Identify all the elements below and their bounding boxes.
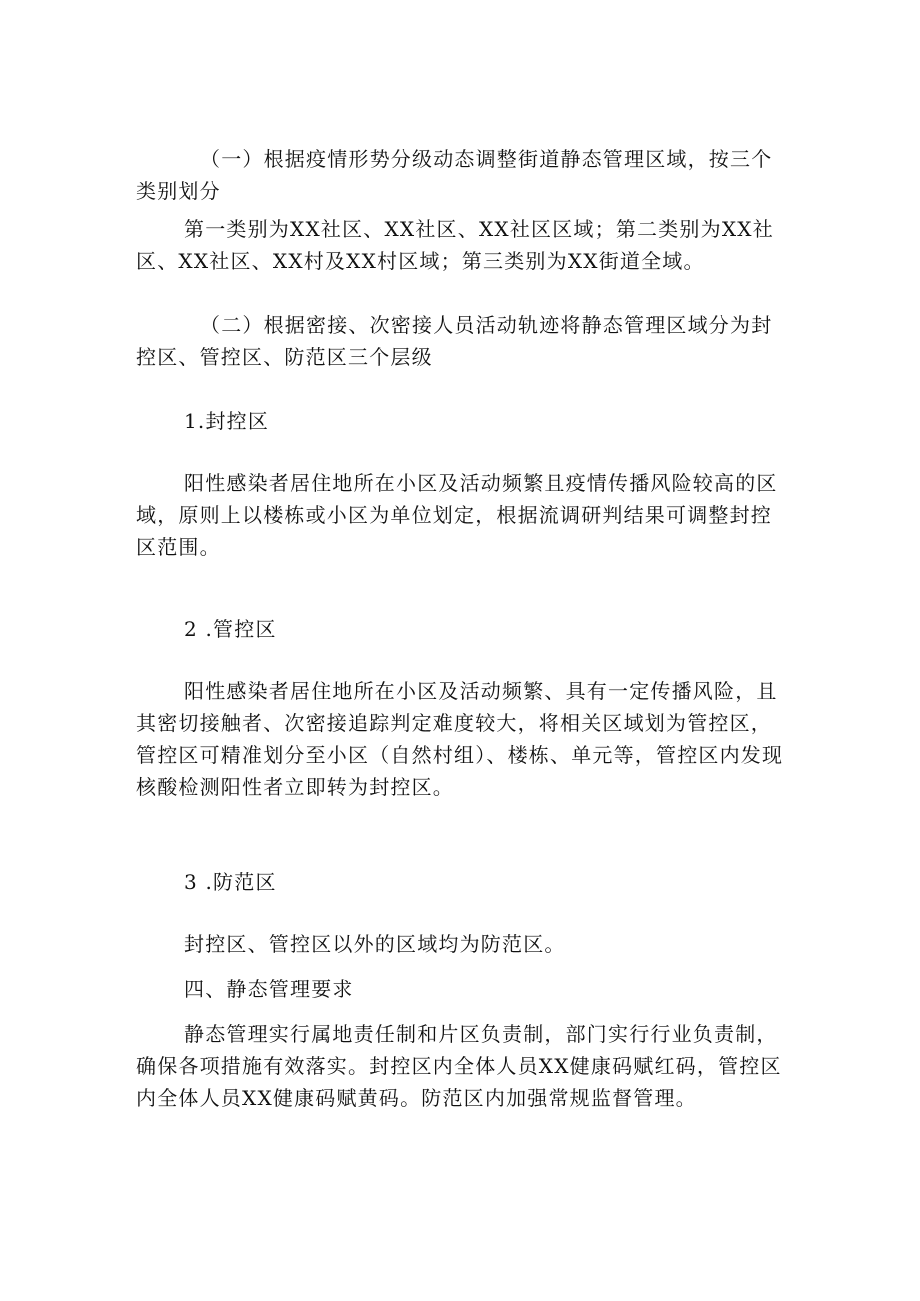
paragraph-categories: 第一类别为XX社区、XX社区、XX社区区域；第二类别为XX社区、XX社区、XX村及XX村区域；第三类别为XX街道全域。 <box>136 217 774 273</box>
section-heading-2: （二）根据密接、次密接人员活动轨迹将静态管理区域分为封控区、管控区、防范区三个层级 <box>136 313 773 369</box>
paragraph-controlled-area: 阳性感染者居住地所在小区及活动频繁、具有一定传播风险，且其密切接触者、次密接追踪判定难度较大，将相关区域划为管控区，管控区可精准划分至小区（自然村组）、楼栋、单元等，管控区内发现核酸检测阳性者立即转为封控区。 <box>136 679 784 799</box>
section-heading-4: 四、静态管理要求 <box>184 977 354 1001</box>
subheading-controlled-area: 2 .管控区 <box>184 617 277 641</box>
section-heading-1: （一）根据疫情形势分级动态调整街道静态管理区域，按三个类别划分 <box>136 147 773 203</box>
paragraph-requirements: 静态管理实行属地责任制和片区负责制，部门实行行业负责制，确保各项措施有效落实。封控区内全体人员XX健康码赋红码，管控区内全体人员XX健康码赋黄码。防范区内加强常规监督管理。 <box>136 1022 782 1110</box>
paragraph-prevention-area: 封控区、管控区以外的区域均为防范区。 <box>184 932 566 956</box>
subheading-prevention-area: 3 .防范区 <box>184 870 277 894</box>
subheading-sealed-area: 1.封控区 <box>184 409 270 433</box>
paragraph-sealed-area: 阳性感染者居住地所在小区及活动频繁且疫情传播风险较高的区域，原则上以楼栋或小区为单位划定，根据流调研判结果可调整封控区范围。 <box>136 471 778 559</box>
